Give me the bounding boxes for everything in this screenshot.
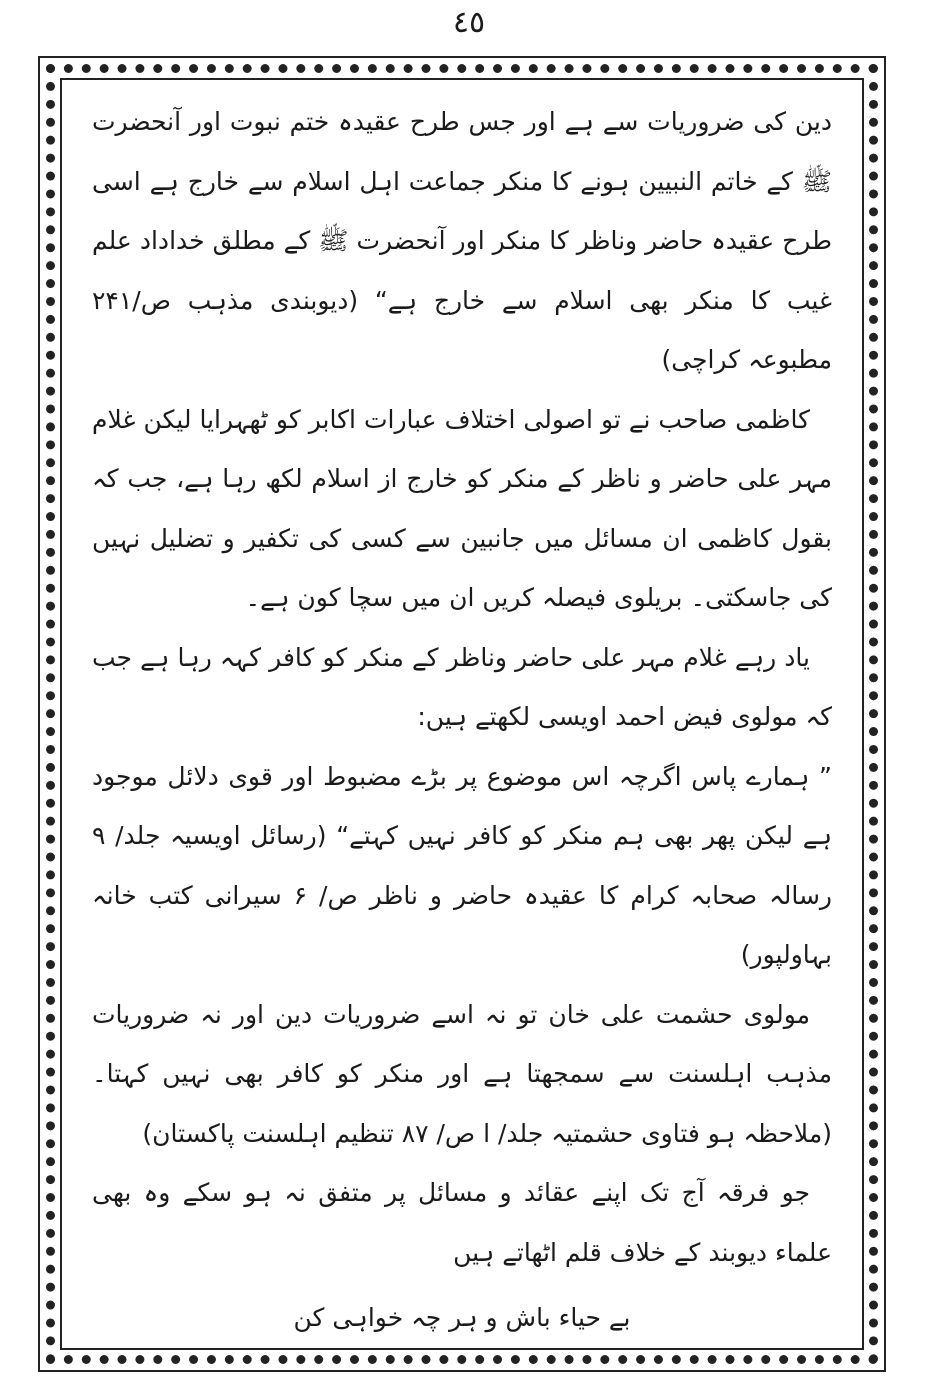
paragraph-5: مولوی حشمت علی خان تو نہ اسے ضروریات دین اور نہ ضروریات مذہب اہلسنت سے سمجھتا ہے اور منکر کو کافر بھی نہیں کہتا۔ (ملاحظہ ہو فتاوی حشمتیہ جلد/ ا ص/ ۸۷ تنظیم اہلسنت پاکستان): [92, 999, 832, 1148]
closing-line: بے حیاء باش و ہر چہ خواہی کن: [293, 1303, 631, 1332]
page-number: ٤٥: [452, 5, 486, 40]
quotation-paragraph: ” ہمارے پاس اگرچہ اس موضوع پر بڑے مضبوط اور قوی دلائل موجود ہے لیکن پھر بھی ہم منکر کو کافر نہیں کہتے“ (رسائل اویسیہ جلد/ ۹ رسالہ صحابہ کرام کا عقیدہ حاضر و ناظر ص/ ۶ سیرانی کتب خانہ بہاولپور): [92, 761, 832, 969]
paragraph-3: یاد رہے غلام مہر علی حاضر وناظر کے منکر کو کافر کہہ رہا ہے جب کہ مولوی فیض احمد اویسی لکھتے ہیں:: [92, 642, 832, 731]
paragraph-1: دین کی ضروریات سے ہے اور جس طرح عقیدہ ختم نبوت اور آنحضرت ﷺ کے خاتم النبیین ہونے کا منکر جماعت اہل اسلام سے خارج ہے اسی طرح عقیدہ حاضر وناظر کا منکر اور آنحضرت ﷺ کے مطلق خداداد علم غیب کا منکر بھی اسلام سے خارج ہے“ (دیوبندی مذہب ص/۲۴۱ مطبوعہ کراچی): [92, 107, 832, 374]
paragraph-6: جو فرقہ آج تک اپنے عقائد و مسائل پر متفق نہ ہو سکے وہ بھی علماء دیوبند کے خلاف قلم اٹھاتے ہیں: [92, 1178, 832, 1267]
paragraph-2: کاظمی صاحب نے تو اصولی اختلاف عبارات اکابر کو ٹھہرایا لیکن غلام مہر علی حاضر و ناظر کے منکر کو خارج از اسلام لکھ رہا ہے، جب کہ بقول کاظمی ان مسائل میں جانبین سے کسی کی تکفیر و تضلیل نہیں کی جاسکتی۔ بریلوی فیصلہ کریں ان میں سچا کون ہے۔: [92, 404, 832, 612]
page-body: [92, 92, 832, 1348]
